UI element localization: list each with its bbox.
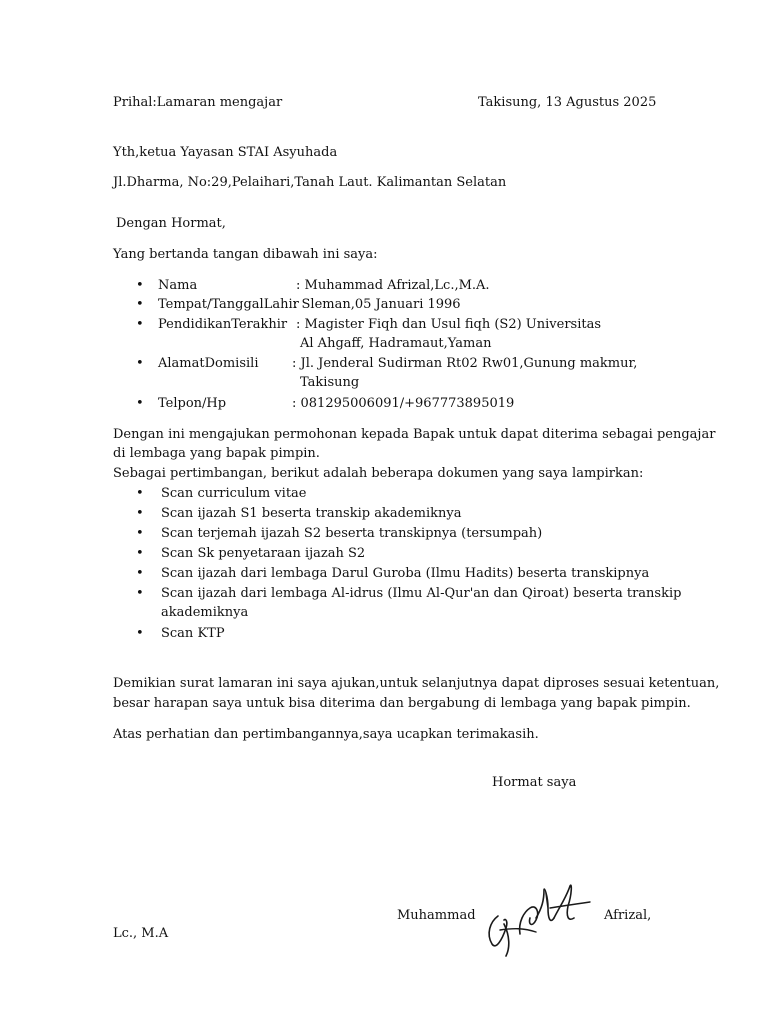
identity-value-continued: Takisung xyxy=(300,375,360,390)
body-paragraph-line-2: di lembaga yang bapak pimpin. xyxy=(113,446,320,461)
bullet-icon: • xyxy=(136,396,144,411)
bullet-icon: • xyxy=(136,278,144,293)
attachment-text: Scan curriculum vitae xyxy=(161,486,307,501)
closing-line-2: besar harapan saya untuk bisa diterima dan bergabung di lembaga yang bapak pimpin. xyxy=(113,696,691,711)
attachment-text: Scan ijazah dari lembaga Al-idrus (Ilmu Al-Qur'an dan Qiroat) beserta transkip xyxy=(161,586,682,601)
bullet-icon: • xyxy=(136,526,144,541)
bullet-icon: • xyxy=(136,486,144,501)
identity-label: PendidikanTerakhir xyxy=(158,317,288,332)
sign-off: Hormat saya xyxy=(492,775,577,790)
attachment-text-continued: akademiknya xyxy=(161,605,249,620)
bullet-icon: • xyxy=(136,506,144,521)
identity-label: Nama xyxy=(158,278,198,293)
identity-value-continued: Al Ahgaff, Hadramaut,Yaman xyxy=(300,336,492,351)
identity-label: AlamatDomisili xyxy=(158,356,259,371)
bullet-icon: • xyxy=(136,317,144,332)
bullet-icon: • xyxy=(136,297,144,312)
signer-title: Lc., M.A xyxy=(113,926,169,941)
identity-label: Tempat/TanggalLahir xyxy=(158,297,299,312)
bullet-icon: • xyxy=(136,546,144,561)
identity-value: : Sleman,05 Januari 1996 xyxy=(293,297,461,312)
closing-line-1: Demikian surat lamaran ini saya ajukan,untuk selanjutnya dapat diproses sesuai ketentuan, xyxy=(113,676,720,691)
bullet-icon: • xyxy=(136,586,144,601)
identity-value: : Muhammad Afrizal,Lc.,M.A. xyxy=(296,278,490,293)
recipient-line-2: Jl.Dharma, No:29,Pelaihari,Tanah Laut. Kalimantan Selatan xyxy=(113,175,507,190)
letter-subject: Prihal:Lamaran mengajar xyxy=(113,95,283,110)
attachment-text: Scan terjemah ijazah S2 beserta transkipnya (tersumpah) xyxy=(161,526,543,541)
letter-place-date: Takisung, 13 Agustus 2025 xyxy=(478,95,657,110)
signer-last-name: Afrizal, xyxy=(604,908,652,923)
bullet-icon: • xyxy=(136,626,144,641)
attachment-text: Scan ijazah S1 beserta transkip akademiknya xyxy=(161,506,462,521)
attachment-text: Scan Sk penyetaraan ijazah S2 xyxy=(161,546,366,561)
bullet-icon: • xyxy=(136,566,144,581)
body-paragraph-line-1: Dengan ini mengajukan permohonan kepada Bapak untuk dapat diterima sebagai pengajar xyxy=(113,427,716,442)
attachments-intro: Sebagai pertimbangan, berikut adalah beberapa dokumen yang saya lampirkan: xyxy=(113,466,644,481)
recipient-line-1: Yth,ketua Yayasan STAI Asyuhada xyxy=(113,145,338,160)
attachment-text: Scan KTP xyxy=(161,626,225,641)
identity-value: : Magister Fiqh dan Usul fiqh (S2) Universitas xyxy=(296,317,602,332)
signer-first-name: Muhammad xyxy=(397,908,476,923)
thanks-text: Atas perhatian dan pertimbangannya,saya ucapkan terimakasih. xyxy=(113,727,539,742)
bullet-icon: • xyxy=(136,356,144,371)
attachment-text: Scan ijazah dari lembaga Darul Guroba (Ilmu Hadits) beserta transkipnya xyxy=(161,566,650,581)
identity-value: : 081295006091/+967773895019 xyxy=(292,396,515,411)
identity-label: Telpon/Hp xyxy=(158,396,227,411)
handwritten-signature xyxy=(480,878,598,958)
identity-value: : Jl. Jenderal Sudirman Rt02 Rw01,Gunung makmur, xyxy=(292,356,638,371)
intro-text: Yang bertanda tangan dibawah ini saya: xyxy=(113,247,378,262)
greeting: Dengan Hormat, xyxy=(116,216,226,231)
